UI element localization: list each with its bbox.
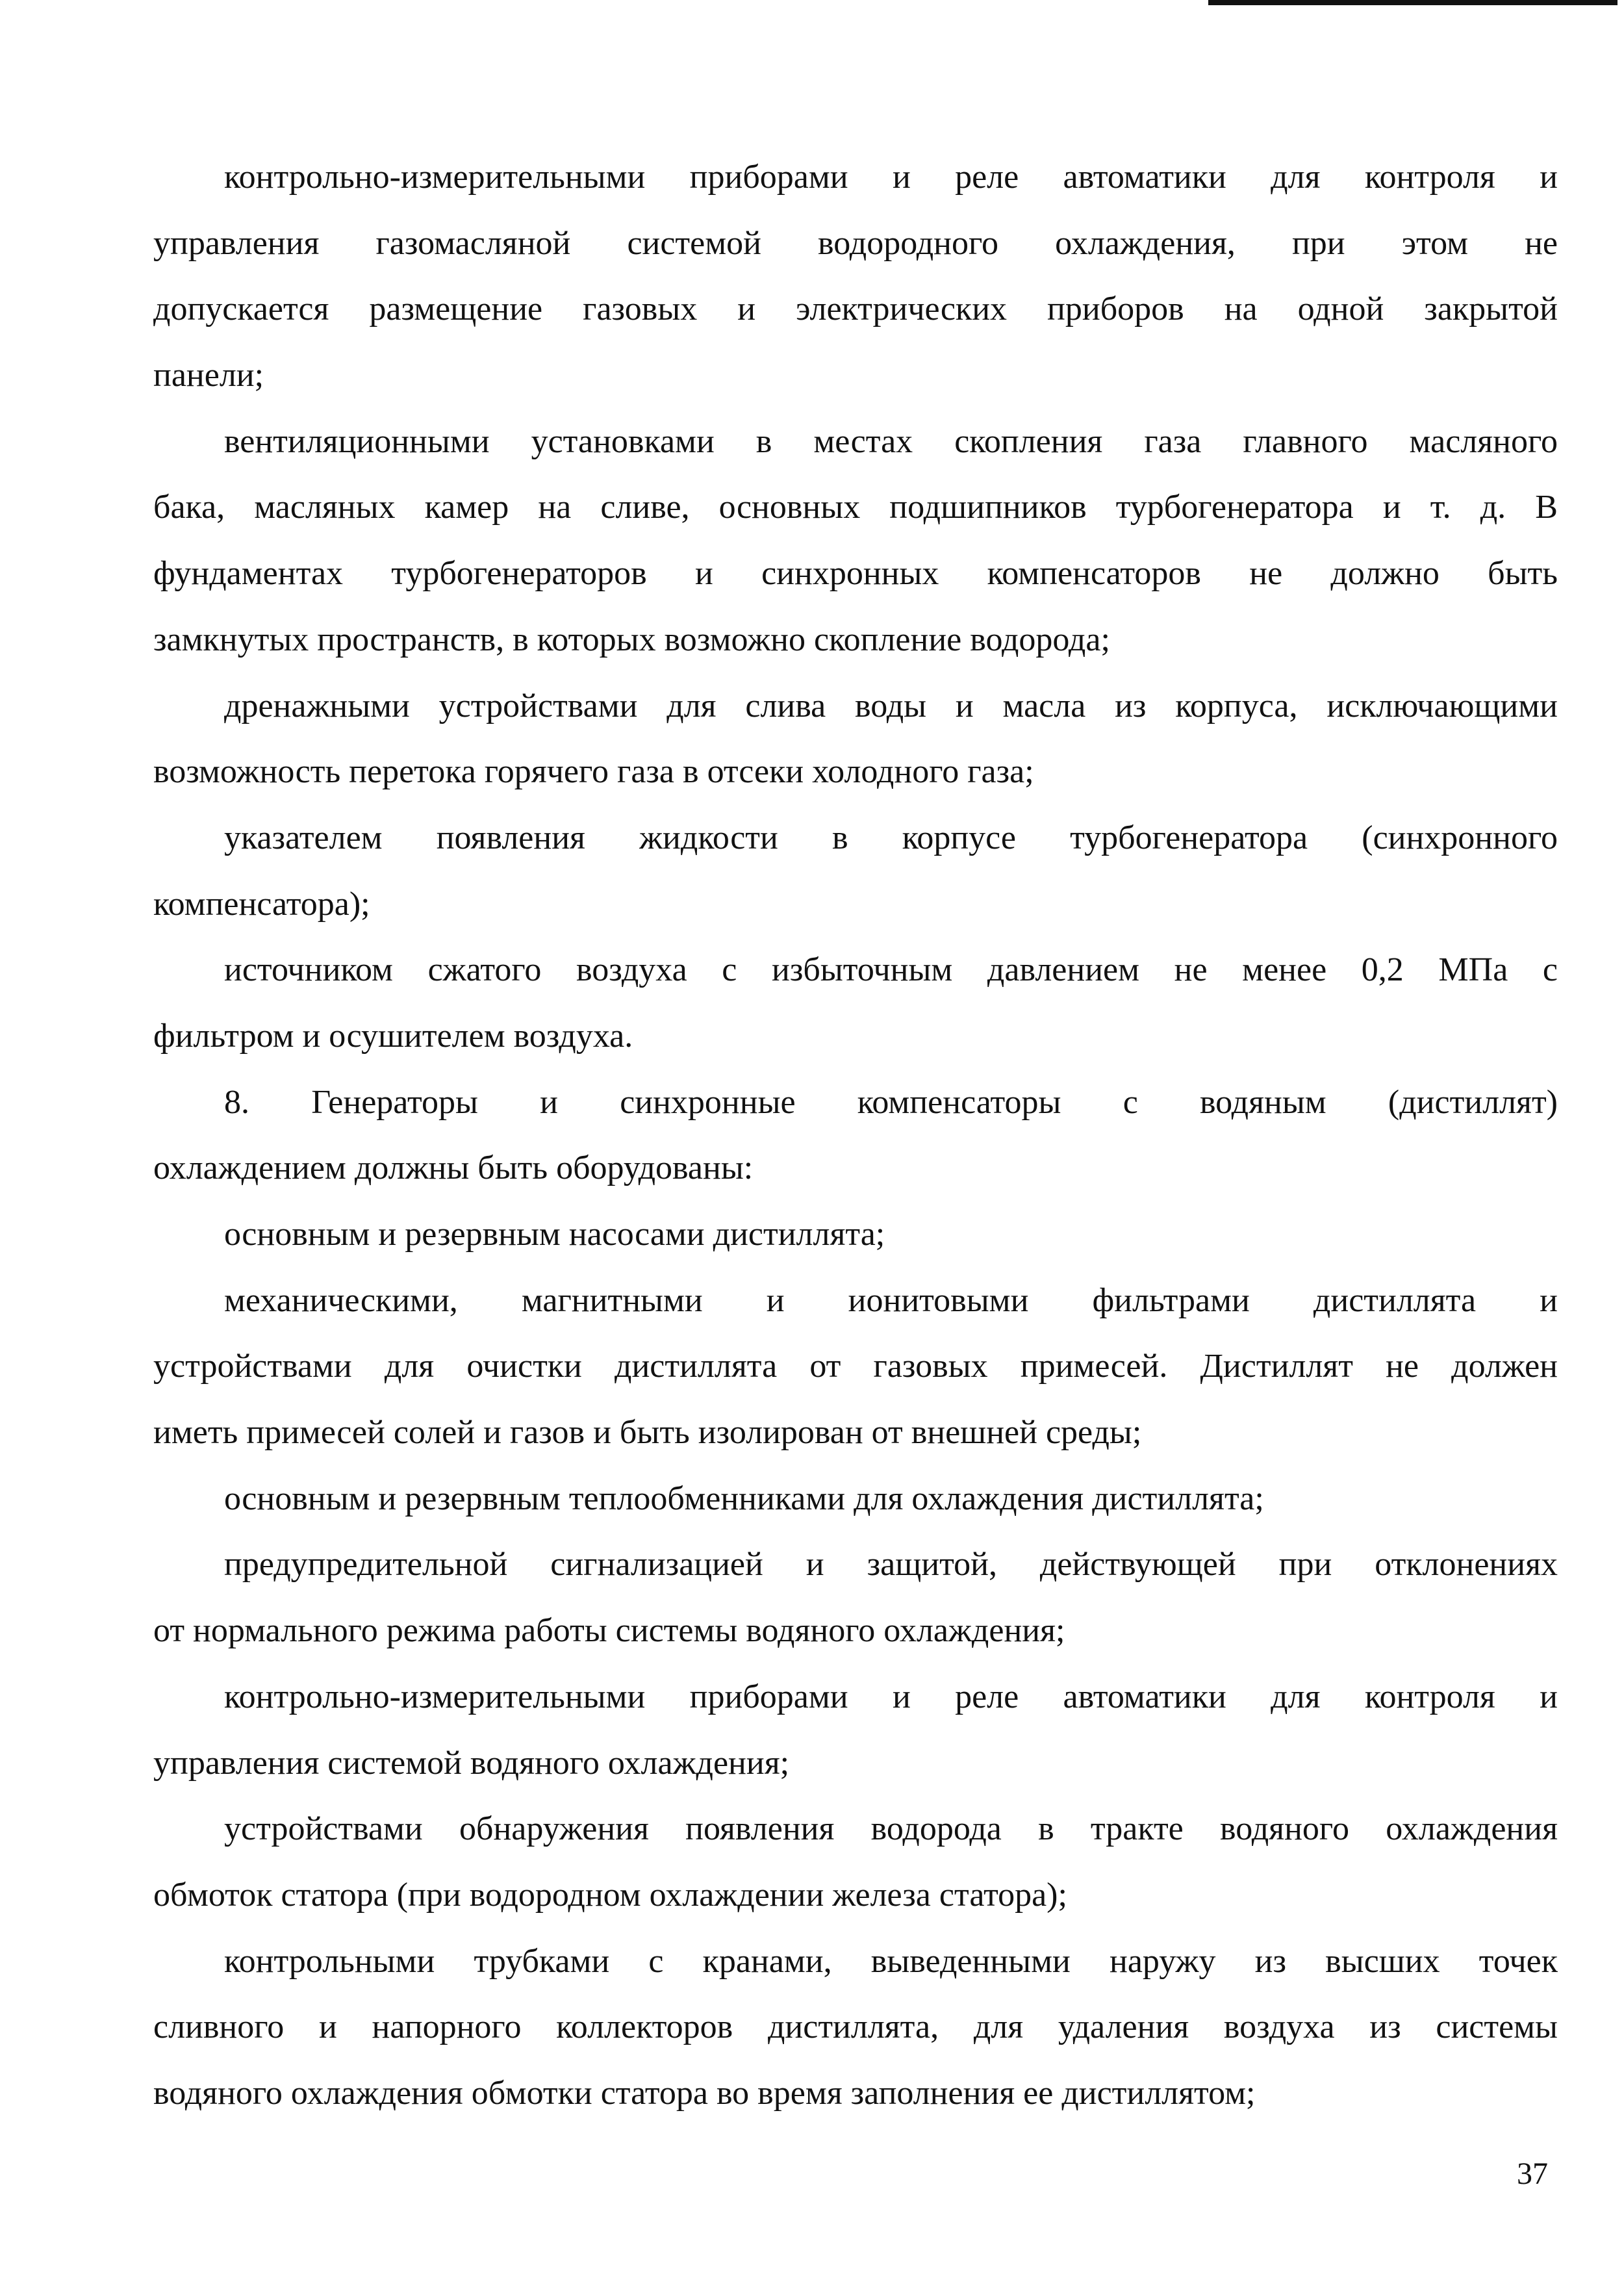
text-line: устройствами для очистки дистиллята от газовых примесей. Дистиллят не должен: [153, 1348, 1558, 1385]
text-line: компенсатора);: [153, 885, 370, 923]
page-number: 37: [1517, 2157, 1548, 2191]
text-line: контрольно-измерительными приборами и реле автоматики для контроля и: [224, 1678, 1558, 1715]
text-line: источником сжатого воздуха с избыточным давлением не менее 0,2 МПа с: [224, 951, 1558, 989]
text-line: контрольными трубками с кранами, выведенными наружу из высших точек: [224, 1942, 1558, 1980]
text-line: фундаментах турбогенераторов и синхронных компенсаторов не должно быть: [153, 555, 1558, 593]
text-line: охлаждением должны быть оборудованы:: [153, 1149, 754, 1187]
text-line: указателем появления жидкости в корпусе турбогенератора (синхронного: [224, 819, 1558, 856]
text-line: возможность перетока горячего газа в отсеки холодного газа;: [153, 753, 1034, 791]
text-line: управления системой водяного охлаждения;: [153, 1744, 790, 1782]
text-line: контрольно-измерительными приборами и реле автоматики для контроля и: [224, 159, 1558, 196]
text-line: иметь примесей солей и газов и быть изолирован от внешней среды;: [153, 1414, 1142, 1452]
scan-edge-mark: [1208, 0, 1618, 5]
text-line: механическими, магнитными и ионитовыми фильтрами дистиллята и: [224, 1281, 1558, 1319]
text-line: сливного и напорного коллекторов дистиллята, для удаления воздуха из системы: [153, 2008, 1558, 2046]
text-line: устройствами обнаружения появления водорода в тракте водяного охлаждения: [224, 1810, 1558, 1848]
text-line: основным и резервным теплообменниками для охлаждения дистиллята;: [224, 1479, 1264, 1517]
text-line: фильтром и осушителем воздуха.: [153, 1017, 633, 1055]
text-line: основным и резервным насосами дистиллята;: [224, 1216, 885, 1253]
text-line: допускается размещение газовых и электрических приборов на одной закрытой: [153, 290, 1558, 328]
text-line: предупредительной сигнализацией и защитой, действующей при отклонениях: [224, 1546, 1558, 1583]
text-line: вентиляционными установками в местах скопления газа главного масляного: [224, 422, 1558, 460]
text-line: управления газомасляной системой водородного охлаждения, при этом не: [153, 224, 1558, 262]
text-line: обмоток статора (при водородном охлаждении железа статора);: [153, 1876, 1067, 1914]
text-line: панели;: [153, 357, 264, 394]
text-line: замкнутых пространств, в которых возможно скопление водорода;: [153, 621, 1110, 658]
text-line: водяного охлаждения обмотки статора во время заполнения ее дистиллятом;: [153, 2074, 1256, 2112]
text-line: от нормального режима работы системы водяного охлаждения;: [153, 1612, 1065, 1650]
text-line: дренажными устройствами для слива воды и масла из корпуса, исключающими: [224, 687, 1558, 724]
text-line: бака, масляных камер на сливе, основных подшипников турбогенератора и т. д. В: [153, 489, 1558, 526]
document-body: [153, 144, 1558, 2127]
text-line: 8. Генераторы и синхронные компенсаторы с водяным (дистиллят): [224, 1083, 1558, 1121]
